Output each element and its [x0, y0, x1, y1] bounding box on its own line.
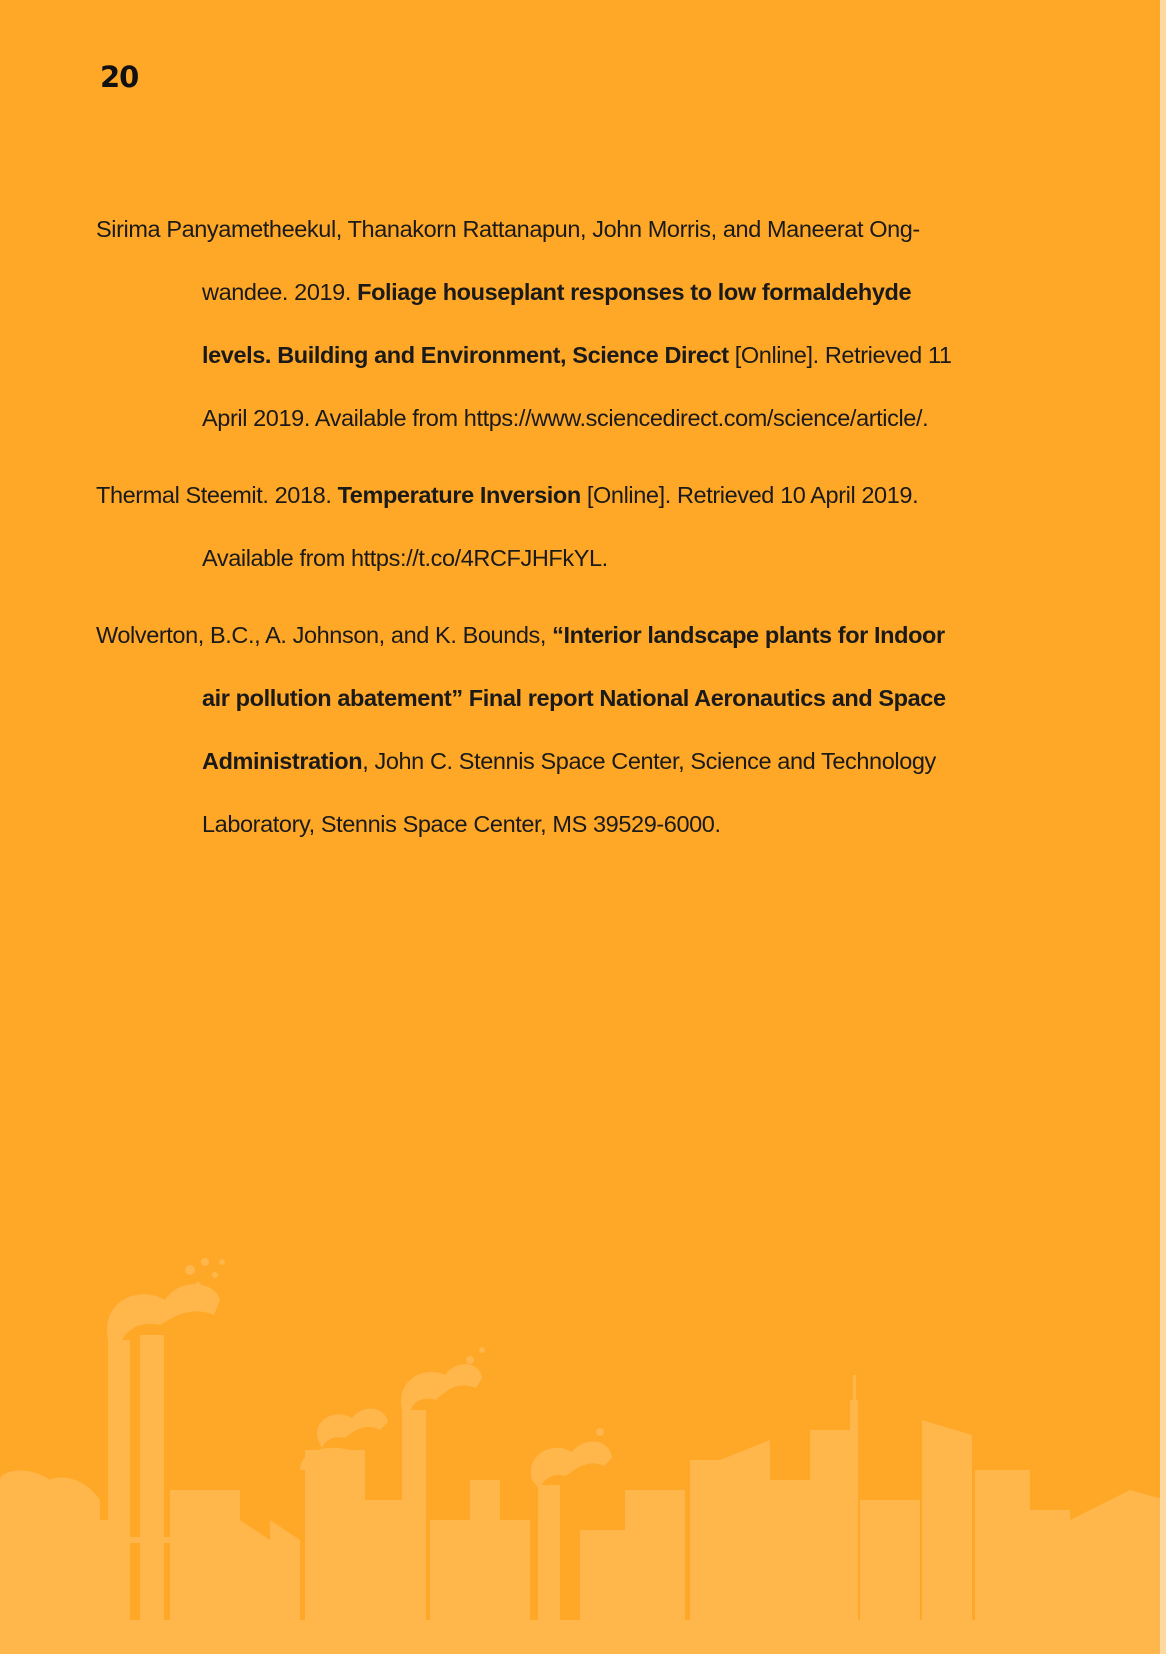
reference-line	[96, 387, 1096, 450]
page-number: 20	[100, 60, 139, 94]
reference-text: wandee. 2019.	[202, 279, 358, 305]
reference-text: Laboratory, Stennis Space Center, MS 39529-6000.	[202, 811, 721, 837]
page-edge	[1160, 0, 1166, 1654]
reference-text: Available from https://t.co/4RCFJHFkYL.	[202, 545, 608, 571]
reference-line	[96, 324, 1096, 387]
reference-line	[96, 667, 1096, 730]
reference-line	[96, 261, 1096, 324]
reference-text: Sirima Panyametheekul, Thanakorn Rattanapun, John Morris, and Maneerat Ong-	[96, 216, 920, 242]
reference-line	[96, 730, 1096, 793]
reference-text: Thermal Steemit. 2018.	[96, 482, 338, 508]
reference-line	[96, 604, 1096, 667]
reference-title-text: Foliage houseplant responses to low formaldehyde	[357, 279, 912, 305]
reference-entry	[96, 464, 1096, 590]
reference-line	[96, 198, 1096, 261]
reference-title-text: levels. Building and Environment, Science Direct	[202, 342, 729, 368]
reference-entry	[96, 604, 1096, 856]
reference-title-text: Temperature Inversion	[337, 482, 581, 508]
reference-title-text: air pollution abatement” Final report National Aeronautics and Space	[202, 685, 946, 711]
reference-list	[96, 198, 1096, 870]
reference-line	[96, 527, 1096, 590]
reference-title-text: Administration	[202, 748, 363, 774]
reference-entry	[96, 198, 1096, 450]
reference-line	[96, 793, 1096, 856]
reference-text: Wolverton, B.C., A. Johnson, and K. Bounds,	[96, 622, 553, 648]
reference-text: [Online]. Retrieved 10 April 2019.	[580, 482, 919, 508]
reference-line	[96, 464, 1096, 527]
reference-title-text: “Interior landscape plants for Indoor	[552, 622, 945, 648]
reference-text: April 2019. Available from https://www.sciencedirect.com/science/article/.	[202, 405, 929, 431]
reference-text: [Online]. Retrieved 11	[728, 342, 952, 368]
reference-text: , John C. Stennis Space Center, Science and Technology	[362, 748, 936, 774]
